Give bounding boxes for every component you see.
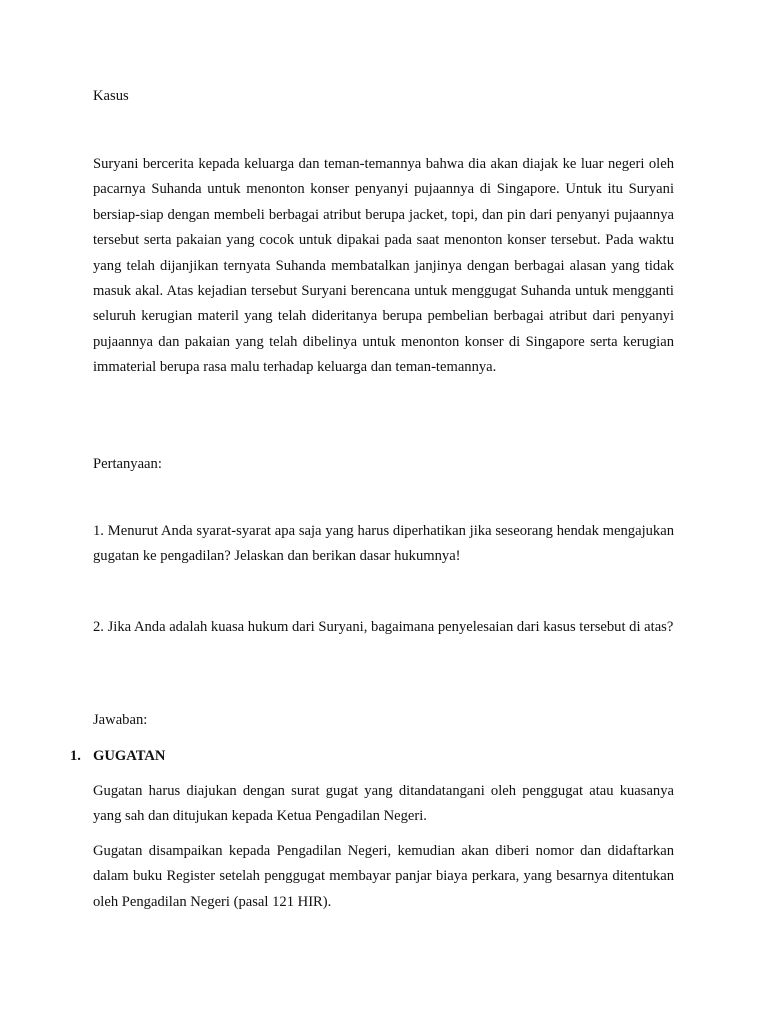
section-number: 1. — [70, 748, 81, 764]
answer-paragraph-2: Gugatan disampaikan kepada Pengadilan Negeri, kemudian akan diberi nomor dan didaftarkan dalam buku Register setelah penggugat membayar panjar biaya perkara, yang besarnya ditentukan oleh Pengadilan Negeri (pasal 121 HIR). — [93, 843, 674, 910]
case-title: Kasus — [93, 88, 129, 104]
section-title: GUGATAN — [93, 748, 166, 764]
case-body: Suryani bercerita kepada keluarga dan teman-temannya bahwa dia akan diajak ke luar negeri oleh pacarnya Suhanda untuk menonton konser penyanyi pujaannya di Singapore. Untuk itu Suryani bersiap-siap dengan membeli berbagai atribut berupa jacket, topi, dan pin dari penyanyi pujaannya tersebut serta pakaian yang cocok untuk dipakai pada saat menonton konser tersebut. Pada waktu yang telah dijanjikan ternyata Suhanda membatalkan janjinya dengan berbagai alasan yang tidak masuk akal. Atas kejadian tersebut Suryani berencana untuk menggugat Suhanda untuk mengganti seluruh kerugian materil yang telah dideritanya berupa pembelian berbagai atribut dari penyanyi pujaannya dan pakaian yang telah dibelinya untuk menonton konser di Singapore serta kerugian immaterial berupa rasa malu terhadap keluarga dan teman-temannya. — [93, 156, 674, 376]
answers-title: Jawaban: — [93, 712, 148, 728]
question-1: 1. Menurut Anda syarat-syarat apa saja yang harus diperhatikan jika seseorang hendak mengajukan gugatan ke pengadilan? Jelaskan dan berikan dasar hukumnya! — [93, 523, 674, 565]
question-2: 2. Jika Anda adalah kuasa hukum dari Suryani, bagaimana penyelesaian dari kasus tersebut di atas? — [93, 619, 674, 635]
questions-title: Pertanyaan: — [93, 456, 162, 472]
answer-paragraph-1: Gugatan harus diajukan dengan surat gugat yang ditandatangani oleh penggugat atau kuasanya yang sah dan ditujukan kepada Ketua Pengadilan Negeri. — [93, 783, 674, 825]
section-heading — [70, 744, 674, 769]
